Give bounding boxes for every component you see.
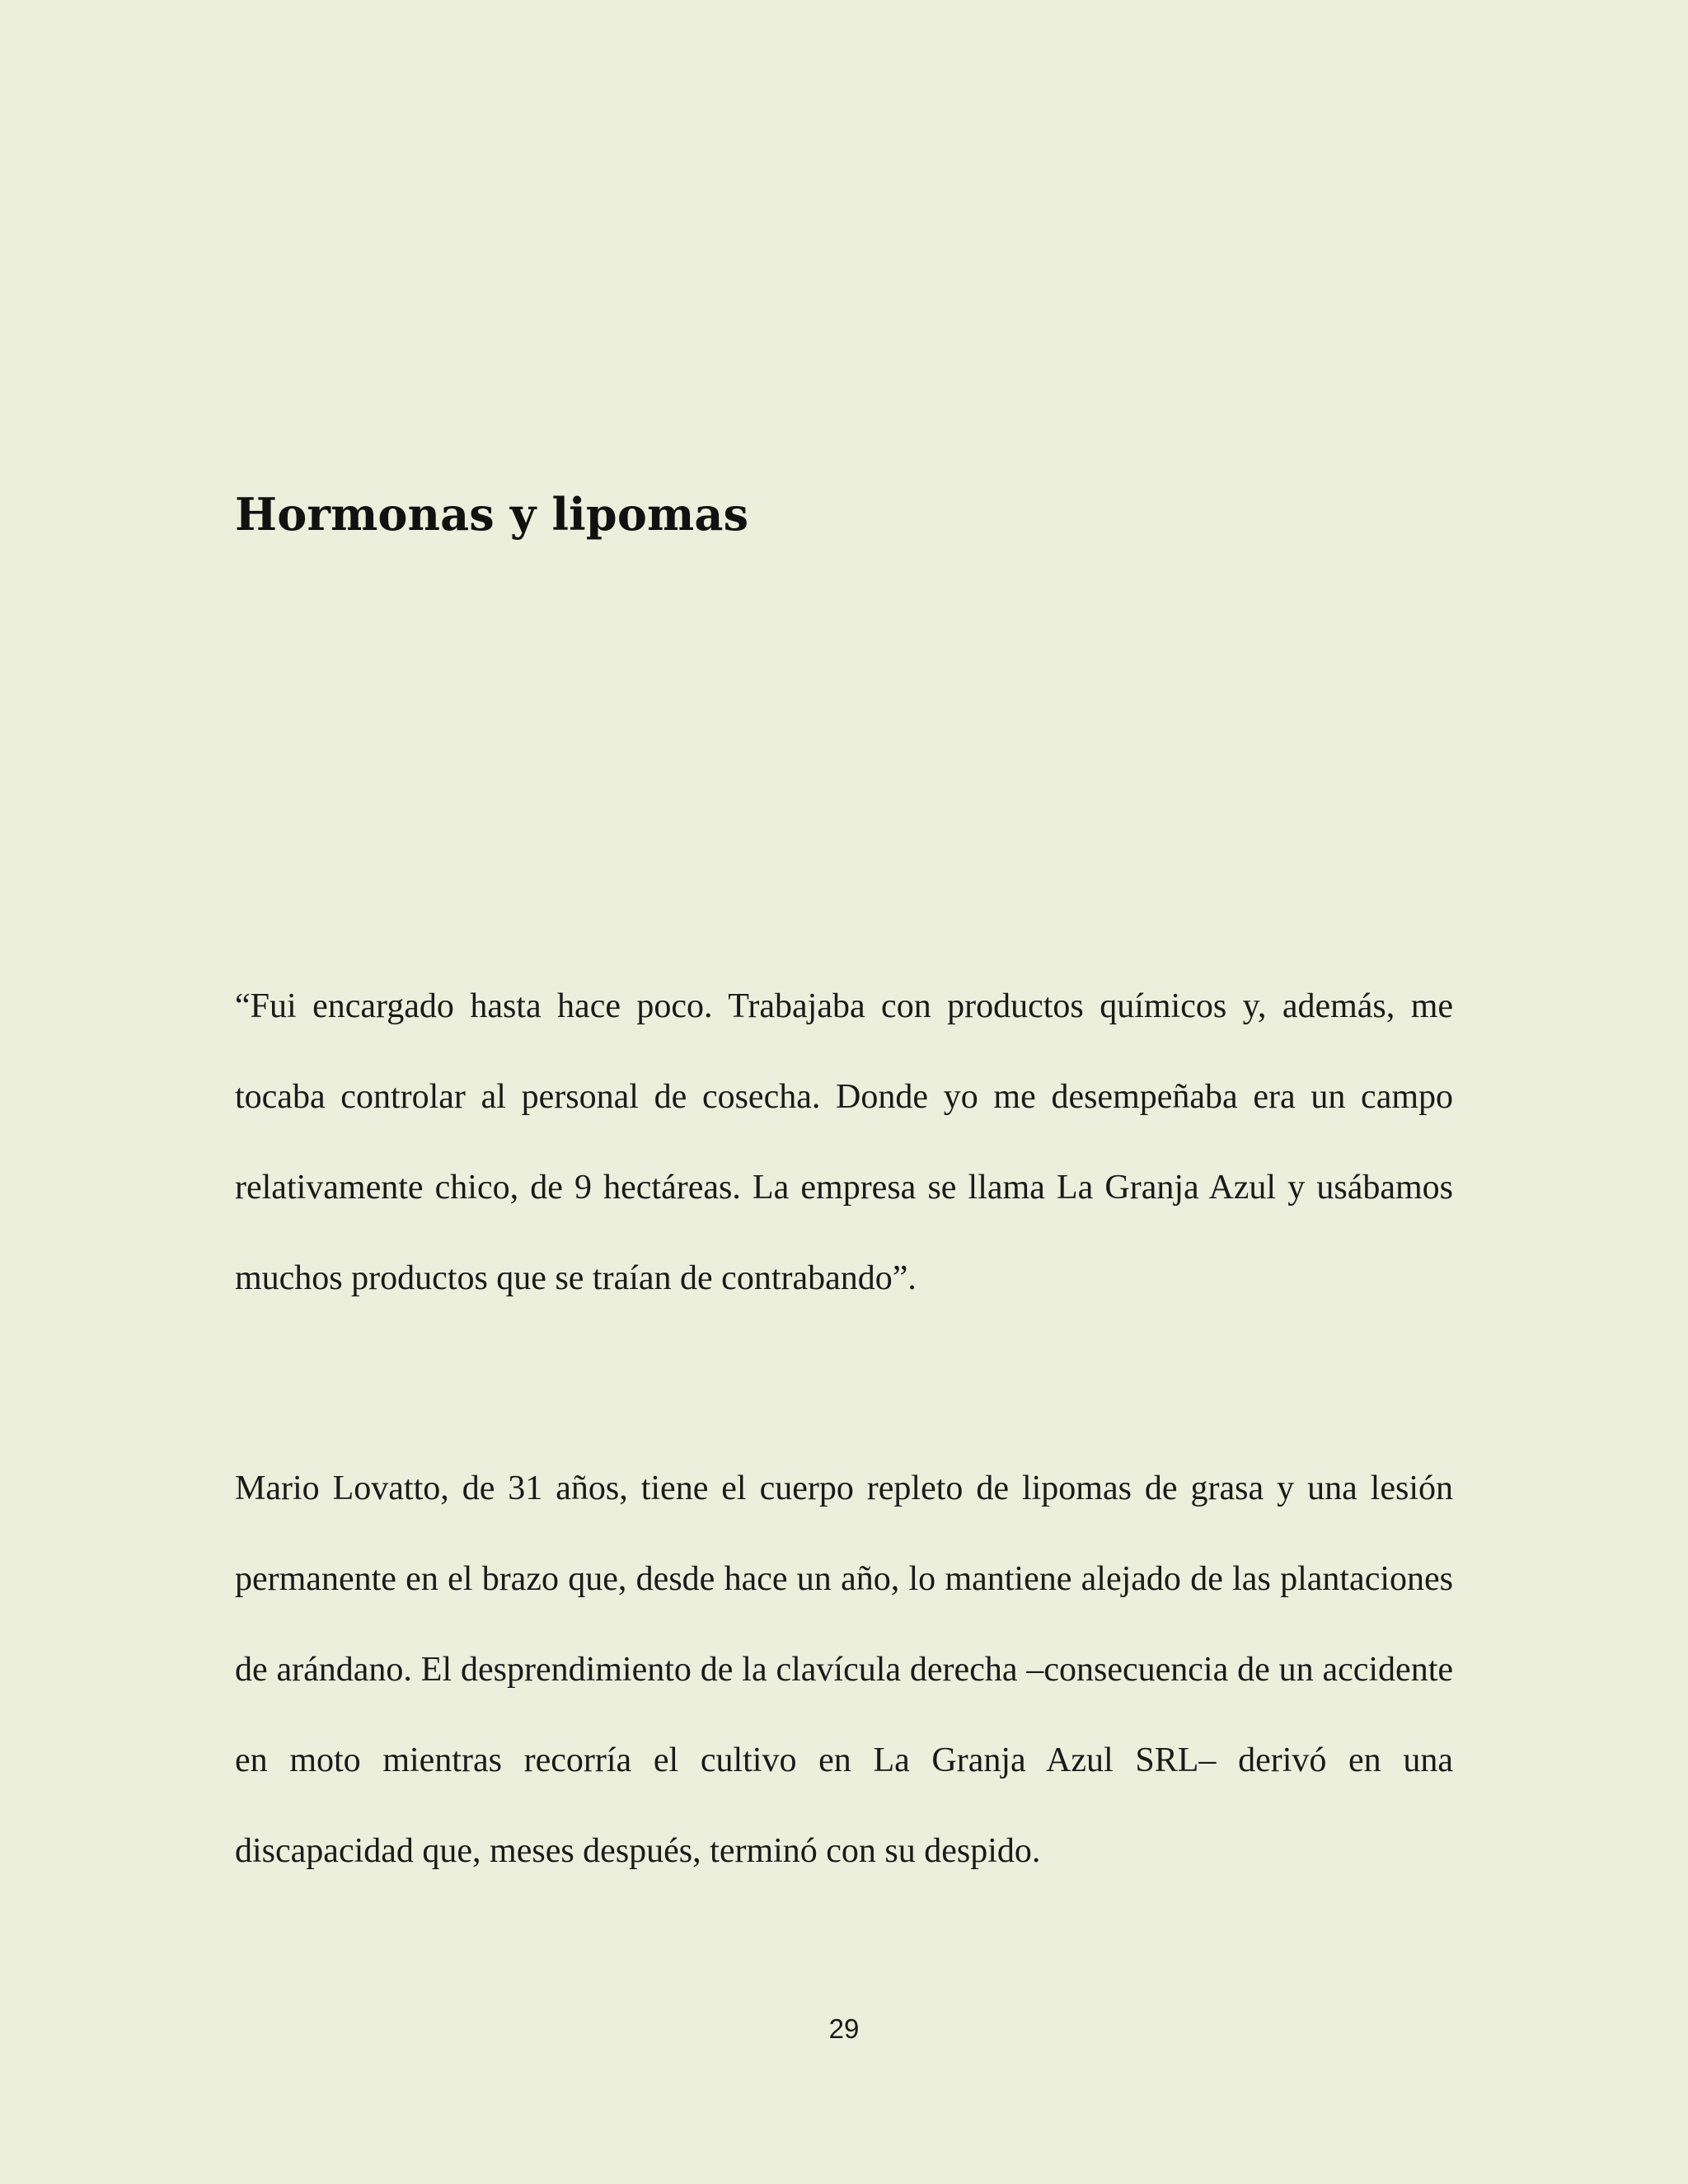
paragraph-block-narrative [235,1443,1453,1896]
paragraph-block-quote [235,961,1453,1324]
page-number: 29 [828,2013,860,2044]
paragraph-quote: “Fui encargado hasta hace poco. Trabajaba con productos químicos y, además, me tocaba controlar al personal de cosecha. Donde yo me desempeñaba era un campo relativamente chico, de 9 hectáreas. La empresa se llama La Granja Azul y usábamos muchos productos que se traían de contrabando”. [235,987,1453,1297]
chapter-title: Hormonas y lipomas [235,488,749,541]
paragraph-narrative: Mario Lovatto, de 31 años, tiene el cuerpo repleto de lipomas de grasa y una lesión permanente en el brazo que, desde hace un año, lo mantiene alejado de las plantaciones de arándano. El desprendimiento de la clavícula derecha –consecuencia de un accidente en moto mientras recorría el cultivo en La Granja Azul SRL– derivó en una discapacidad que, meses después, terminó con su despido. [235,1469,1453,1870]
